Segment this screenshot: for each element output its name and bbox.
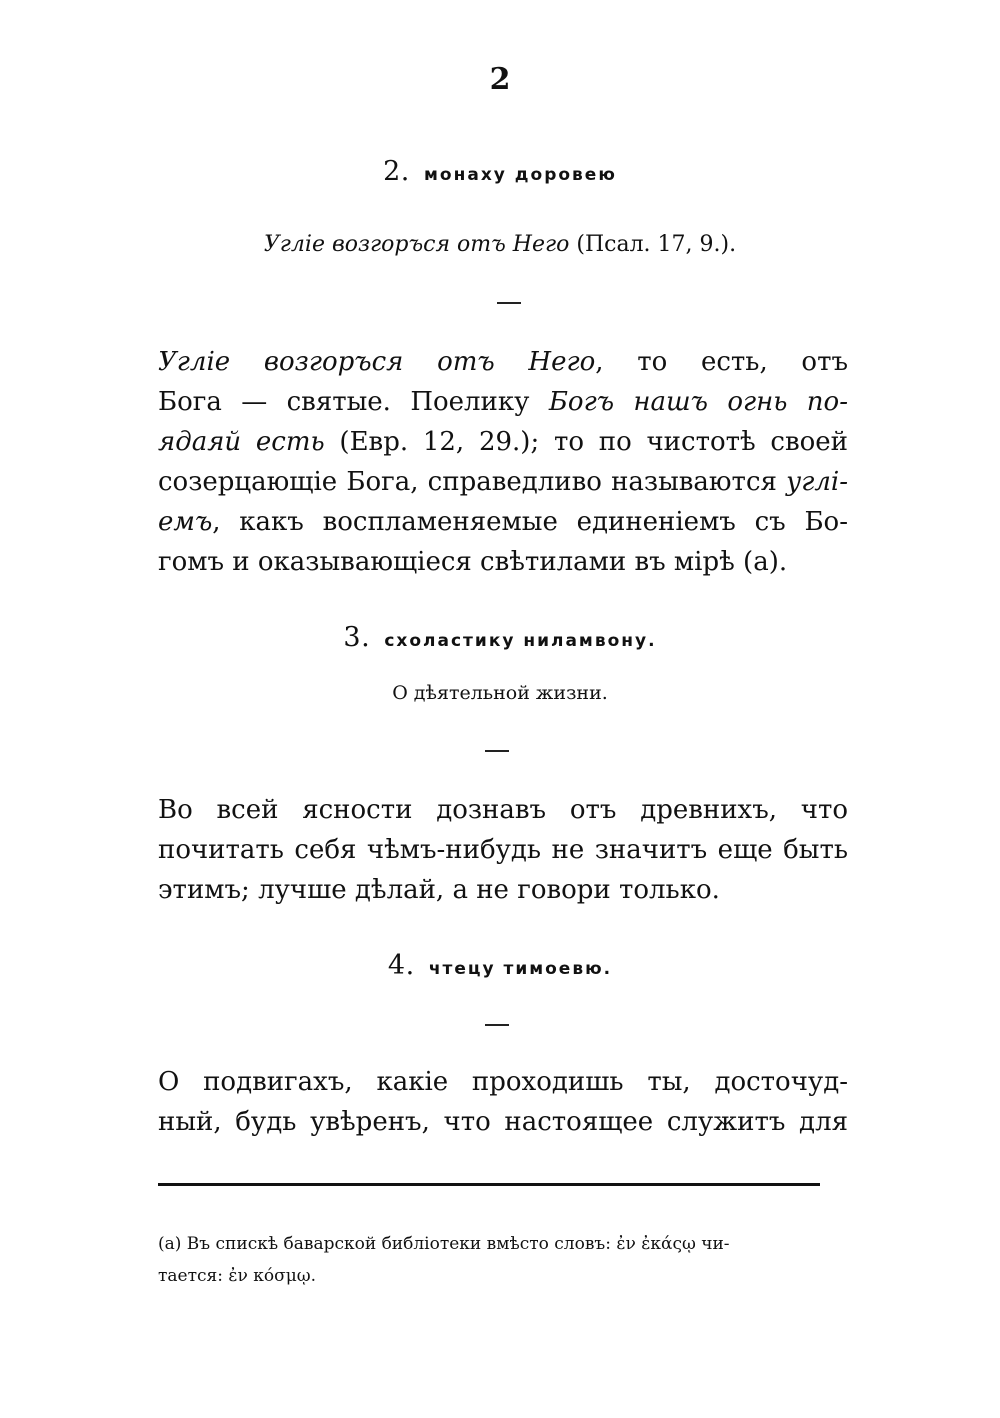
line-text: гомъ и оказывающiеся свѣтилами въ мiрѣ (а). (158, 547, 788, 577)
line-text: , какъ воспламеняемые единенiемъ съ Бо- (212, 507, 848, 537)
italic-phrase: Богъ нашъ огнь по- (548, 387, 848, 417)
text-line (158, 422, 848, 462)
text-line (158, 382, 848, 422)
section-3-number: 3. (343, 622, 371, 653)
text-line: Во всей ясности дознавъ отъ древнихъ, что (158, 795, 848, 825)
text-line (158, 502, 848, 542)
line-text: , то есть, отъ (595, 347, 848, 377)
section-3-text (158, 790, 848, 910)
text-line: почитать себя чѣмъ-нибудь не значитъ еще быть (158, 835, 848, 865)
section-2-number: 2. (383, 156, 410, 187)
footnote-line: тается: ἐν κόσμῳ. (158, 1266, 317, 1286)
text-line: этимъ; лучше дѣлай, а не говори только. (158, 875, 720, 905)
footnote-line: (а) Въ спискѣ баварской библiотеки вмѣсто словъ: ἐν ἐκάςῳ чи- (158, 1234, 730, 1254)
section-3-title: схоластику ниламвону. (384, 631, 657, 651)
section-2-text (158, 342, 848, 582)
section-3-heading (0, 622, 1000, 653)
text-line: ный, будь увѣренъ, что настоящее служитъ для (158, 1107, 848, 1137)
footnote-rule (158, 1183, 820, 1186)
page-number: 2 (489, 62, 511, 97)
italic-phrase: Углie возгоръся отъ Него (158, 347, 596, 377)
line-text: созерцающie Бога, справедливо называются (158, 467, 787, 497)
section-3-subtitle: О дѣятельной жизни. (392, 682, 608, 704)
section-4-title: чтецу тимоевю. (428, 959, 613, 979)
epigraph-text: Углie возгоръся отъ Него (263, 232, 570, 257)
text-line (158, 342, 848, 382)
section-4-number: 4. (387, 950, 415, 981)
italic-phrase: ядаяй есть (158, 427, 325, 457)
line-text: (Евр. 12, 29.); то по чистотѣ своей (324, 427, 848, 457)
text-line (158, 462, 848, 502)
section-2-title: монаху доровею (424, 165, 617, 185)
line-text: Бога — святые. Поелику (158, 387, 549, 417)
text-line: О подвигахъ, какiе проходишь ты, досточуд- (158, 1067, 848, 1097)
italic-phrase: емъ (158, 507, 213, 537)
separator-dash (485, 1024, 509, 1026)
italic-phrase: углi- (786, 467, 848, 497)
footnote (158, 1228, 848, 1292)
epigraph-reference: (Псал. 17, 9.). (576, 232, 737, 257)
section-4-text (158, 1062, 848, 1142)
section-2-epigraph (0, 232, 1000, 257)
section-2-heading (0, 156, 1000, 187)
separator-dash (485, 750, 509, 752)
section-4-heading (0, 950, 1000, 981)
text-line (158, 542, 848, 582)
separator-dash (497, 302, 521, 304)
